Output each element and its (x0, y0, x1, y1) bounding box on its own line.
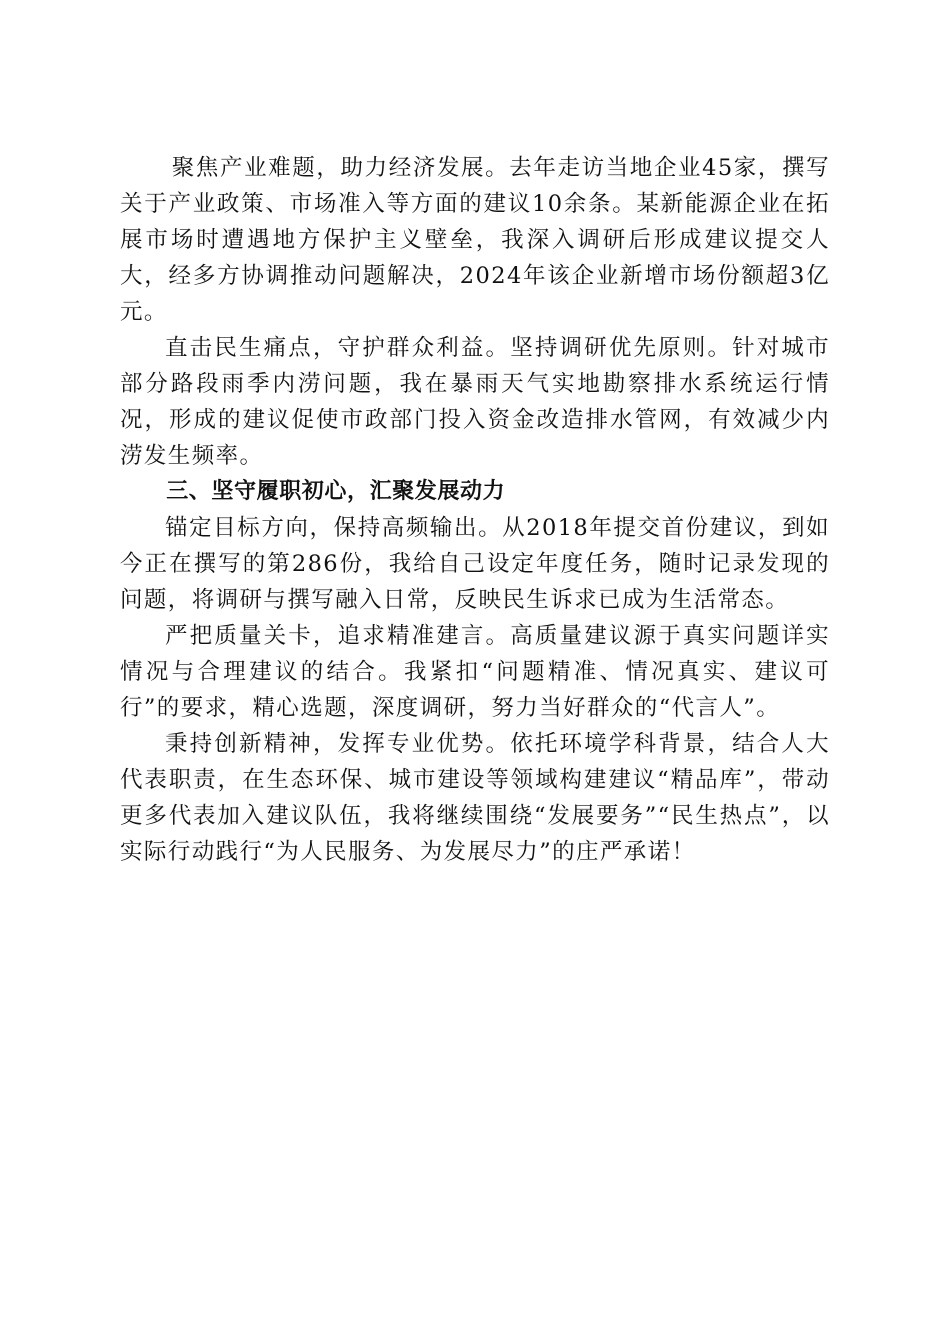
paragraph-industry: 聚焦产业难题，助力经济发展。去年走访当地企业45家，撰写关于产业政策、市场准入等方面的建议10余条。某新能源企业在拓展市场时遭遇地方保护主义壁垒，我深入调研后形成建议提交人大，经多方协调推动问题解决，2024年该企业新增市场份额超3亿元。 (120, 155, 830, 325)
paragraph-quality: 严把质量关卡，追求精准建言。高质量建议源于真实问题详实情况与合理建议的结合。我紧扣“问题精准、情况真实、建议可行”的要求，精心选题，深度调研，努力当好群众的“代言人”。 (120, 623, 830, 721)
document-body (120, 150, 830, 870)
paragraph-goal: 锚定目标方向，保持高频输出。从2018年提交首份建议，到如今正在撰写的第286份，我给自己设定年度任务，随时记录发现的问题，将调研与撰写融入日常，反映民生诉求已成为生活常态。 (120, 515, 830, 613)
paragraph-livelihood: 直击民生痛点，守护群众利益。坚持调研优先原则。针对城市部分路段雨季内涝问题，我在暴雨天气实地勘察排水系统运行情况，形成的建议促使市政部门投入资金改造排水管网，有效减少内涝发生频率。 (120, 335, 830, 469)
paragraph-innovation: 秉持创新精神，发挥专业优势。依托环境学科背景，结合人大代表职责，在生态环保、城市建设等领域构建建议“精品库”，带动更多代表加入建议队伍，我将继续围绕“发展要务”“民生热点”，以实际行动践行“为人民服务、为发展尽力”的庄严承诺！ (120, 731, 830, 865)
section-heading: 三、坚守履职初心，汇聚发展动力 (166, 479, 506, 504)
